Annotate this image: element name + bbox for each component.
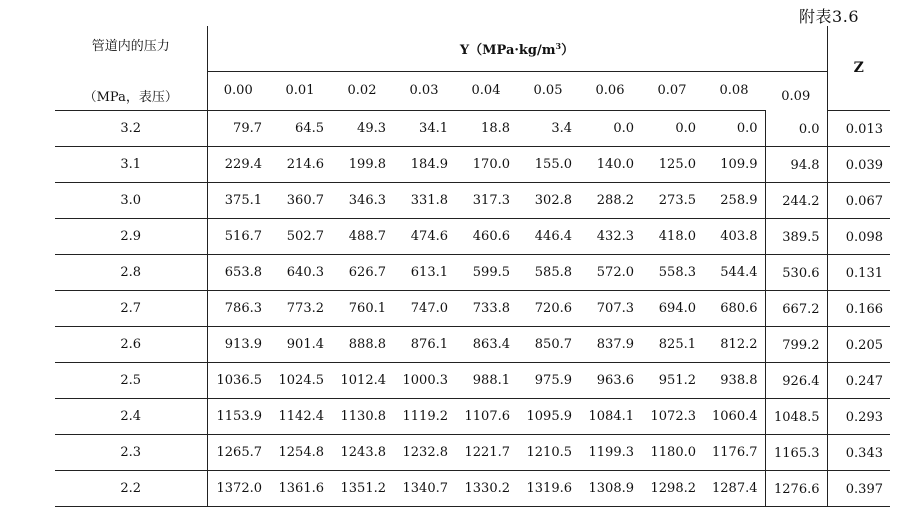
- y-value-cell: 140.0: [579, 146, 641, 182]
- y-value-cell: 1330.2: [455, 470, 517, 506]
- table-row: [55, 290, 890, 326]
- y-value-cell: 516.7: [207, 218, 269, 254]
- y-value-cell: 360.7: [269, 182, 331, 218]
- y-value-cell: 626.7: [331, 254, 393, 290]
- z-value-cell: 0.343: [827, 434, 890, 470]
- y-value-cell: 1232.8: [393, 434, 455, 470]
- y-value-cell: 1107.6: [455, 398, 517, 434]
- y-value-cell: 1176.7: [703, 434, 765, 470]
- pressure-cell: 3.1: [55, 146, 207, 182]
- y-value-cell: 1199.3: [579, 434, 641, 470]
- y-column-header: 0.08: [703, 72, 765, 111]
- y-value-cell: 1084.1: [579, 398, 641, 434]
- y-value-cell: 389.5: [765, 218, 827, 254]
- y-value-cell: 1265.7: [207, 434, 269, 470]
- y-value-cell: 1095.9: [517, 398, 579, 434]
- table-row: [55, 326, 890, 362]
- pressure-cell: 2.4: [55, 398, 207, 434]
- y-value-cell: 1276.6: [765, 470, 827, 506]
- y-value-cell: 125.0: [641, 146, 703, 182]
- y-value-cell: 585.8: [517, 254, 579, 290]
- y-value-cell: 694.0: [641, 290, 703, 326]
- y-value-cell: 214.6: [269, 146, 331, 182]
- y-value-cell: 375.1: [207, 182, 269, 218]
- y-header-end: ）: [561, 43, 575, 58]
- y-value-cell: 1142.4: [269, 398, 331, 434]
- y-value-cell: 184.9: [393, 146, 455, 182]
- y-value-cell: 760.1: [331, 290, 393, 326]
- y-value-cell: 1165.3: [765, 434, 827, 470]
- y-value-cell: 913.9: [207, 326, 269, 362]
- z-header: Z: [827, 26, 890, 110]
- y-value-cell: 938.8: [703, 362, 765, 398]
- y-column-header: 0.05: [517, 72, 579, 111]
- y-value-cell: 1308.9: [579, 470, 641, 506]
- y-value-cell: 170.0: [455, 146, 517, 182]
- y-value-cell: 1340.7: [393, 470, 455, 506]
- table-row: [55, 362, 890, 398]
- y-value-cell: 474.6: [393, 218, 455, 254]
- z-value-cell: 0.131: [827, 254, 890, 290]
- y-value-cell: 707.3: [579, 290, 641, 326]
- pressure-cell: 2.2: [55, 470, 207, 506]
- z-value-cell: 0.067: [827, 182, 890, 218]
- y-value-cell: 786.3: [207, 290, 269, 326]
- y-value-cell: 850.7: [517, 326, 579, 362]
- y-value-cell: 0.0: [765, 110, 827, 146]
- y-value-cell: 613.1: [393, 254, 455, 290]
- table-row: [55, 398, 890, 434]
- y-value-cell: 109.9: [703, 146, 765, 182]
- table-caption: 附表3.6: [799, 7, 859, 26]
- y-value-cell: 488.7: [331, 218, 393, 254]
- y-value-cell: 64.5: [269, 110, 331, 146]
- y-column-header: 0.00: [207, 72, 269, 111]
- y-value-cell: 733.8: [455, 290, 517, 326]
- y-value-cell: 446.4: [517, 218, 579, 254]
- y-value-cell: 1024.5: [269, 362, 331, 398]
- z-value-cell: 0.166: [827, 290, 890, 326]
- table-row: [55, 182, 890, 218]
- pressure-header-line1: 管道内的压力: [91, 39, 170, 54]
- y-column-header: 0.04: [455, 72, 517, 111]
- y-column-header: 0.02: [331, 72, 393, 111]
- data-table: [55, 26, 890, 507]
- y-value-cell: 926.4: [765, 362, 827, 398]
- y-value-cell: 1048.5: [765, 398, 827, 434]
- y-value-cell: 825.1: [641, 326, 703, 362]
- y-value-cell: 1287.4: [703, 470, 765, 506]
- pressure-header: [55, 26, 207, 110]
- z-value-cell: 0.205: [827, 326, 890, 362]
- y-value-cell: 599.5: [455, 254, 517, 290]
- table-row: [55, 110, 890, 146]
- y-value-cell: 288.2: [579, 182, 641, 218]
- pressure-cell: 2.7: [55, 290, 207, 326]
- y-value-cell: 1298.2: [641, 470, 703, 506]
- y-value-cell: 1153.9: [207, 398, 269, 434]
- y-value-cell: 34.1: [393, 110, 455, 146]
- header-row-y: [55, 26, 890, 72]
- y-value-cell: 799.2: [765, 326, 827, 362]
- y-value-cell: 317.3: [455, 182, 517, 218]
- table-row: [55, 218, 890, 254]
- z-value-cell: 0.039: [827, 146, 890, 182]
- y-value-cell: 1210.5: [517, 434, 579, 470]
- y-value-cell: 951.2: [641, 362, 703, 398]
- y-value-cell: 1036.5: [207, 362, 269, 398]
- y-value-cell: 155.0: [517, 146, 579, 182]
- y-value-cell: 653.8: [207, 254, 269, 290]
- y-value-cell: 1319.6: [517, 470, 579, 506]
- y-value-cell: 331.8: [393, 182, 455, 218]
- y-value-cell: 667.2: [765, 290, 827, 326]
- pressure-cell: 3.0: [55, 182, 207, 218]
- y-value-cell: 1372.0: [207, 470, 269, 506]
- y-value-cell: 460.6: [455, 218, 517, 254]
- y-value-cell: 0.0: [703, 110, 765, 146]
- y-value-cell: 558.3: [641, 254, 703, 290]
- y-value-cell: 1119.2: [393, 398, 455, 434]
- z-value-cell: 0.013: [827, 110, 890, 146]
- table-row: [55, 470, 890, 506]
- y-value-cell: 199.8: [331, 146, 393, 182]
- pressure-cell: 3.2: [55, 110, 207, 146]
- y-value-cell: 572.0: [579, 254, 641, 290]
- table-row: [55, 146, 890, 182]
- y-value-cell: 1180.0: [641, 434, 703, 470]
- y-value-cell: 975.9: [517, 362, 579, 398]
- y-value-cell: 1130.8: [331, 398, 393, 434]
- z-value-cell: 0.247: [827, 362, 890, 398]
- y-column-header: 0.07: [641, 72, 703, 111]
- table-row: [55, 434, 890, 470]
- y-value-cell: 988.1: [455, 362, 517, 398]
- y-value-cell: 18.8: [455, 110, 517, 146]
- y-value-cell: 1000.3: [393, 362, 455, 398]
- y-value-cell: 863.4: [455, 326, 517, 362]
- y-column-header: 0.06: [579, 72, 641, 111]
- y-value-cell: 773.2: [269, 290, 331, 326]
- y-value-cell: 1361.6: [269, 470, 331, 506]
- y-value-cell: 1351.2: [331, 470, 393, 506]
- y-value-cell: 0.0: [579, 110, 641, 146]
- y-value-cell: 530.6: [765, 254, 827, 290]
- y-value-cell: 837.9: [579, 326, 641, 362]
- y-value-cell: 812.2: [703, 326, 765, 362]
- y-value-cell: 1072.3: [641, 398, 703, 434]
- y-value-cell: 963.6: [579, 362, 641, 398]
- y-value-cell: 302.8: [517, 182, 579, 218]
- table-row: [55, 254, 890, 290]
- y-value-cell: 432.3: [579, 218, 641, 254]
- pressure-cell: 2.9: [55, 218, 207, 254]
- pressure-cell: 2.3: [55, 434, 207, 470]
- y-value-cell: 273.5: [641, 182, 703, 218]
- z-value-cell: 0.397: [827, 470, 890, 506]
- y-value-cell: 1012.4: [331, 362, 393, 398]
- y-value-cell: 544.4: [703, 254, 765, 290]
- y-value-cell: 258.9: [703, 182, 765, 218]
- y-value-cell: 229.4: [207, 146, 269, 182]
- y-value-cell: 888.8: [331, 326, 393, 362]
- y-value-cell: 876.1: [393, 326, 455, 362]
- z-value-cell: 0.293: [827, 398, 890, 434]
- y-value-cell: 346.3: [331, 182, 393, 218]
- y-value-cell: 720.6: [517, 290, 579, 326]
- y-value-cell: 3.4: [517, 110, 579, 146]
- y-column-header: 0.09: [781, 89, 811, 104]
- y-header: [207, 26, 827, 72]
- y-value-cell: 502.7: [269, 218, 331, 254]
- y-value-cell: 79.7: [207, 110, 269, 146]
- y-value-cell: 403.8: [703, 218, 765, 254]
- y-value-cell: 244.2: [765, 182, 827, 218]
- y-value-cell: 1243.8: [331, 434, 393, 470]
- y-value-cell: 640.3: [269, 254, 331, 290]
- y-value-cell: 680.6: [703, 290, 765, 326]
- y-header-sup: 3: [555, 41, 562, 51]
- y-value-cell: 901.4: [269, 326, 331, 362]
- pressure-header-line2: （MPa，表压）: [83, 90, 178, 105]
- y-value-cell: 0.0: [641, 110, 703, 146]
- y-column-header: 0.01: [269, 72, 331, 111]
- y-value-cell: 1060.4: [703, 398, 765, 434]
- y-value-cell: 49.3: [331, 110, 393, 146]
- y-value-cell: 1221.7: [455, 434, 517, 470]
- z-value-cell: 0.098: [827, 218, 890, 254]
- y-value-cell: 747.0: [393, 290, 455, 326]
- pressure-cell: 2.5: [55, 362, 207, 398]
- y-value-cell: 418.0: [641, 218, 703, 254]
- pressure-cell: 2.6: [55, 326, 207, 362]
- pressure-cell: 2.8: [55, 254, 207, 290]
- y-header-text: Y（MPa·kg/m: [459, 43, 556, 58]
- y-column-header: 0.03: [393, 72, 455, 111]
- y-value-cell: 94.8: [765, 146, 827, 182]
- y-value-cell: 1254.8: [269, 434, 331, 470]
